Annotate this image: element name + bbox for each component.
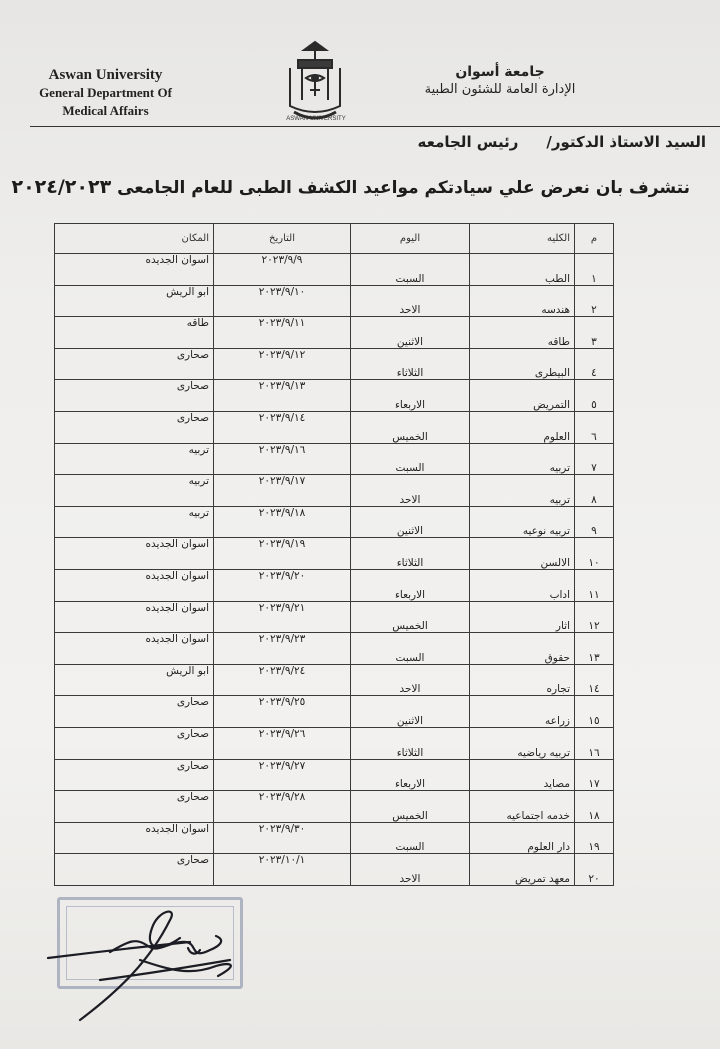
cell-college: تربيه نوعيه bbox=[470, 506, 575, 538]
cell-no: ١٣ bbox=[575, 633, 614, 665]
cell-place: اسوان الجديده bbox=[55, 601, 214, 633]
table-row bbox=[55, 443, 614, 475]
table-row bbox=[55, 348, 614, 380]
cell-day: الاربعاء bbox=[351, 380, 470, 412]
cell-date: ٢٠٢٣/١٠/١ bbox=[214, 854, 351, 886]
cell-place: ابو الريش bbox=[55, 664, 214, 696]
table-row bbox=[55, 475, 614, 507]
cell-date: ٢٠٢٣/٩/٢٣ bbox=[214, 633, 351, 665]
cell-no: ٧ bbox=[575, 443, 614, 475]
cell-place: اسوان الجديده bbox=[55, 822, 214, 854]
cell-place: صحارى bbox=[55, 411, 214, 443]
table-row bbox=[55, 411, 614, 443]
cell-no: ١٤ bbox=[575, 664, 614, 696]
cell-day: السبت bbox=[351, 822, 470, 854]
cell-place: طاقه bbox=[55, 317, 214, 349]
header-day: اليوم bbox=[351, 224, 470, 254]
table-row bbox=[55, 822, 614, 854]
table-row bbox=[55, 791, 614, 823]
table-header-row bbox=[55, 224, 614, 254]
cell-place: صحارى bbox=[55, 854, 214, 886]
cell-place: صحارى bbox=[55, 380, 214, 412]
cell-place: صحارى bbox=[55, 727, 214, 759]
university-logo-icon bbox=[280, 38, 350, 128]
cell-day: الخميس bbox=[351, 601, 470, 633]
cell-date: ٢٠٢٣/٩/٢٧ bbox=[214, 759, 351, 791]
cell-college: طاقه bbox=[470, 317, 575, 349]
header-no: م bbox=[575, 224, 614, 254]
address-line bbox=[418, 133, 706, 151]
cell-day: الاثنين bbox=[351, 506, 470, 538]
cell-college: اداب bbox=[470, 569, 575, 601]
cell-no: ١٨ bbox=[575, 791, 614, 823]
cell-college: البيطرى bbox=[470, 348, 575, 380]
address-title: السيد الاستاذ الدكتور/ bbox=[546, 133, 706, 151]
cell-date: ٢٠٢٣/٩/٢٥ bbox=[214, 696, 351, 728]
cell-day: الثلاثاء bbox=[351, 727, 470, 759]
signature-icon bbox=[40, 880, 260, 1030]
cell-place: صحارى bbox=[55, 759, 214, 791]
cell-college: اثار bbox=[470, 601, 575, 633]
university-name-en: Aswan University bbox=[48, 67, 163, 83]
cell-date: ٢٠٢٣/٩/٢٦ bbox=[214, 727, 351, 759]
cell-date: ٢٠٢٣/٩/١٧ bbox=[214, 475, 351, 507]
header-place: المكان bbox=[55, 224, 214, 254]
table-row bbox=[55, 317, 614, 349]
cell-no: ١٠ bbox=[575, 538, 614, 570]
cell-college: خدمه اجتماعيه bbox=[470, 791, 575, 823]
cell-date: ٢٠٢٣/٩/٢٤ bbox=[214, 664, 351, 696]
cell-place: تربيه bbox=[55, 506, 214, 538]
cell-day: الاحد bbox=[351, 664, 470, 696]
cell-place: اسوان الجديده bbox=[55, 569, 214, 601]
cell-no: ١١ bbox=[575, 569, 614, 601]
cell-no: ٦ bbox=[575, 411, 614, 443]
academic-year: ٢٠٢٤/٢٠٢٣ bbox=[11, 176, 112, 198]
cell-date: ٢٠٢٣/٩/١٤ bbox=[214, 411, 351, 443]
cell-date: ٢٠٢٣/٩/١١ bbox=[214, 317, 351, 349]
header-divider bbox=[30, 126, 720, 127]
cell-no: ١ bbox=[575, 254, 614, 286]
cell-no: ٨ bbox=[575, 475, 614, 507]
cell-college: حقوق bbox=[470, 633, 575, 665]
cell-date: ٢٠٢٣/٩/٢٨ bbox=[214, 791, 351, 823]
header-date: التاريخ bbox=[214, 224, 351, 254]
cell-day: الاثنين bbox=[351, 317, 470, 349]
cell-day: الاثنين bbox=[351, 696, 470, 728]
table-row bbox=[55, 285, 614, 317]
schedule-table bbox=[54, 223, 614, 886]
cell-college: تربيه رياضيه bbox=[470, 727, 575, 759]
cell-day: الاحد bbox=[351, 854, 470, 886]
university-name-ar: جامعة أسوان bbox=[455, 64, 545, 80]
cell-no: ١٧ bbox=[575, 759, 614, 791]
cell-no: ٢٠ bbox=[575, 854, 614, 886]
intro-text: نتشرف بان نعرض علي سيادتكم مواعيد الكشف الطبى للعام الجامعى bbox=[117, 178, 690, 198]
cell-college: مصايد bbox=[470, 759, 575, 791]
cell-place: تربيه bbox=[55, 443, 214, 475]
department-name-en-1: General Department Of bbox=[39, 85, 172, 100]
cell-college: العلوم bbox=[470, 411, 575, 443]
cell-date: ٢٠٢٣/٩/١٦ bbox=[214, 443, 351, 475]
cell-place: تربيه bbox=[55, 475, 214, 507]
cell-date: ٢٠٢٣/٩/١٩ bbox=[214, 538, 351, 570]
cell-college: تربيه bbox=[470, 443, 575, 475]
cell-date: ٢٠٢٣/٩/٩ bbox=[214, 254, 351, 286]
cell-day: الاحد bbox=[351, 475, 470, 507]
cell-day: الثلاثاء bbox=[351, 348, 470, 380]
cell-no: ١٦ bbox=[575, 727, 614, 759]
cell-day: الاحد bbox=[351, 285, 470, 317]
cell-date: ٢٠٢٣/٩/١٢ bbox=[214, 348, 351, 380]
cell-date: ٢٠٢٣/٩/١٠ bbox=[214, 285, 351, 317]
cell-college: الالسن bbox=[470, 538, 575, 570]
table-row bbox=[55, 254, 614, 286]
cell-day: الاربعاء bbox=[351, 759, 470, 791]
cell-place: صحارى bbox=[55, 696, 214, 728]
cell-college: زراعه bbox=[470, 696, 575, 728]
cell-date: ٢٠٢٣/٩/٢٠ bbox=[214, 569, 351, 601]
cell-no: ٤ bbox=[575, 348, 614, 380]
cell-no: ١٢ bbox=[575, 601, 614, 633]
cell-college: الطب bbox=[470, 254, 575, 286]
table-row bbox=[55, 601, 614, 633]
cell-college: معهد تمريض bbox=[470, 854, 575, 886]
cell-college: دار العلوم bbox=[470, 822, 575, 854]
table-row bbox=[55, 633, 614, 665]
address-recipient: رئيس الجامعه bbox=[417, 133, 519, 151]
table-row bbox=[55, 664, 614, 696]
cell-no: ٩ bbox=[575, 506, 614, 538]
cell-college: تجاره bbox=[470, 664, 575, 696]
table-row bbox=[55, 696, 614, 728]
cell-place: صحارى bbox=[55, 348, 214, 380]
cell-no: ٥ bbox=[575, 380, 614, 412]
cell-day: الاربعاء bbox=[351, 569, 470, 601]
cell-date: ٢٠٢٣/٩/١٣ bbox=[214, 380, 351, 412]
department-name-en-2: Medical Affairs bbox=[62, 103, 149, 118]
cell-no: ١٩ bbox=[575, 822, 614, 854]
cell-day: الخميس bbox=[351, 791, 470, 823]
table-row bbox=[55, 759, 614, 791]
cell-college: هندسه bbox=[470, 285, 575, 317]
cell-date: ٢٠٢٣/٩/٣٠ bbox=[214, 822, 351, 854]
cell-college: تربيه bbox=[470, 475, 575, 507]
cell-day: السبت bbox=[351, 633, 470, 665]
cell-day: الخميس bbox=[351, 411, 470, 443]
table-row bbox=[55, 538, 614, 570]
cell-date: ٢٠٢٣/٩/٢١ bbox=[214, 601, 351, 633]
table-row bbox=[55, 380, 614, 412]
intro-sentence bbox=[11, 176, 690, 198]
cell-place: اسوان الجديده bbox=[55, 254, 214, 286]
table-row bbox=[55, 569, 614, 601]
table-row bbox=[55, 506, 614, 538]
cell-place: ابو الريش bbox=[55, 285, 214, 317]
header-english bbox=[18, 66, 193, 120]
cell-day: السبت bbox=[351, 254, 470, 286]
department-name-ar: الإدارة العامة للشئون الطبية bbox=[424, 82, 576, 97]
cell-day: السبت bbox=[351, 443, 470, 475]
cell-college: التمريض bbox=[470, 380, 575, 412]
table-row bbox=[55, 727, 614, 759]
header-college: الكليه bbox=[470, 224, 575, 254]
cell-no: ٢ bbox=[575, 285, 614, 317]
header-arabic bbox=[405, 64, 595, 98]
logo-caption: ASWAN UNIVERSITY bbox=[286, 116, 346, 122]
cell-no: ١٥ bbox=[575, 696, 614, 728]
cell-place: اسوان الجديده bbox=[55, 538, 214, 570]
cell-place: اسوان الجديده bbox=[55, 633, 214, 665]
cell-place: صحارى bbox=[55, 791, 214, 823]
cell-no: ٣ bbox=[575, 317, 614, 349]
cell-date: ٢٠٢٣/٩/١٨ bbox=[214, 506, 351, 538]
cell-day: الثلاثاء bbox=[351, 538, 470, 570]
